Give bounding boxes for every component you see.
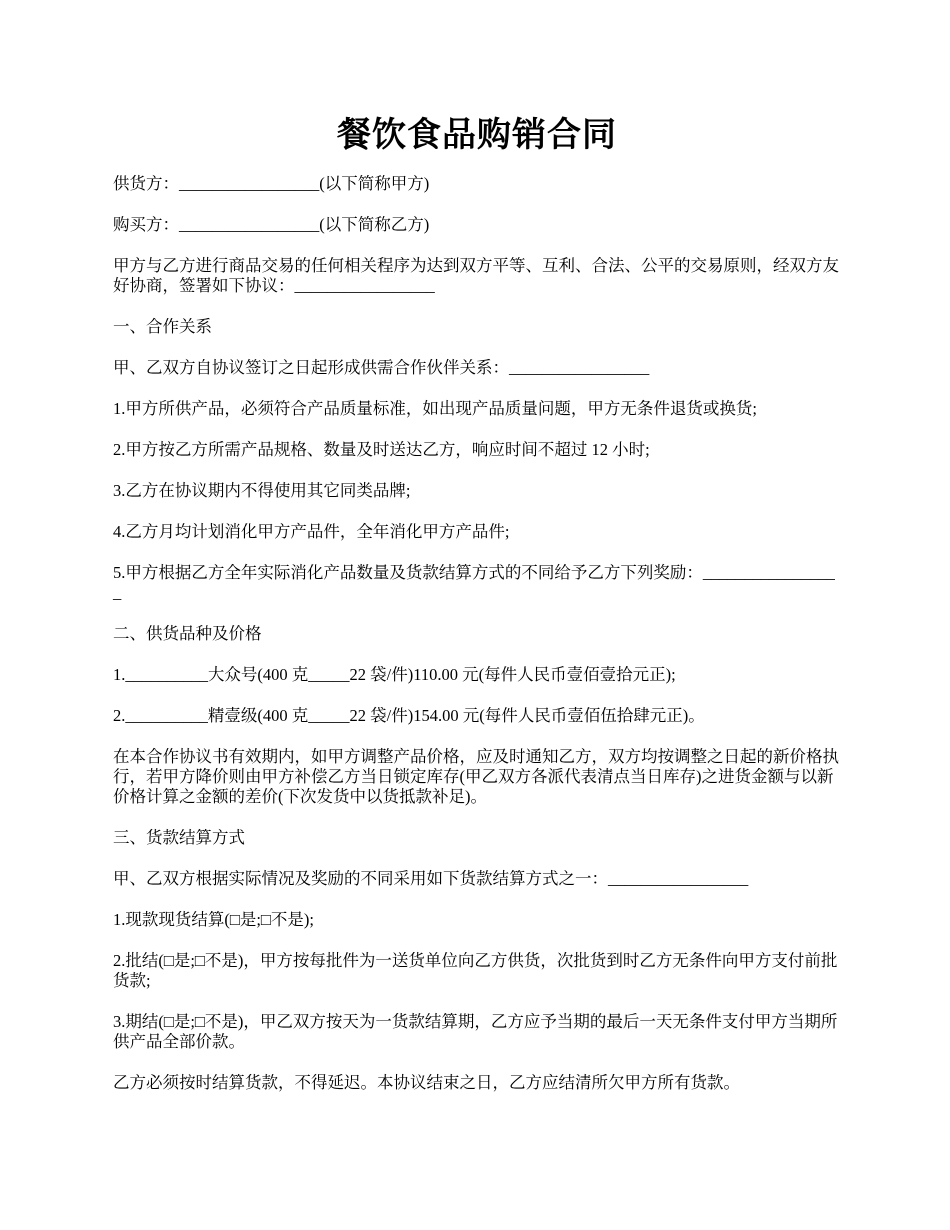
clause-2: 2.甲方按乙方所需产品规格、数量及时送达乙方，响应时间不超过 12 小时;: [113, 440, 650, 459]
cooperation-paragraph: 甲、乙双方自协议签订之日起形成供需合作伙伴关系：_________________: [113, 358, 650, 377]
product-item-1: 1.__________大众号(400 克_____22 袋/件)110.00 元(每件人民币壹佰壹拾元正);: [113, 665, 676, 684]
contract-page: [113, 112, 841, 1114]
payment-closing-paragraph: 乙方必须按时结算货款，不得延迟。本协议结束之日，乙方应结清所欠甲方所有货款。: [113, 1073, 740, 1092]
section-heading-products: 二、供货品种及价格: [113, 624, 262, 643]
buyer-line: 购买方：_________________(以下简称乙方): [113, 215, 430, 234]
payment-option-2: 2.批结(□是;□不是)，甲方按每批件为一送货单位向乙方供货，次批货到时乙方无条件向甲方支付前批货款;: [113, 951, 838, 990]
section-heading-cooperation: 一、合作关系: [113, 317, 212, 336]
payment-option-3: 3.期结(□是;□不是)，甲乙双方按天为一货款结算期，乙方应予当期的最后一天无条件支付甲方当期所供产品全部价款。: [113, 1012, 838, 1051]
price-adjustment-paragraph: 在本合作协议书有效期内，如甲方调整产品价格，应及时通知乙方，双方均按调整之日起的新价格执行，若甲方降价则由甲方补偿乙方当日锁定库存(甲乙双方各派代表清点当日库存)之进货金额与以新价格计算之金额的差价(下次发货中以货抵款补足)。: [113, 747, 839, 806]
payment-option-1: 1.现款现货结算(□是;□不是);: [113, 910, 314, 929]
intro-paragraph: 甲方与乙方进行商品交易的任何相关程序为达到双方平等、互利、合法、公平的交易原则，经双方友好协商，签署如下协议：_________________: [113, 256, 839, 295]
clause-3: 3.乙方在协议期内不得使用其它同类品牌;: [113, 481, 411, 500]
document-title: 餐饮食品购销合同: [337, 117, 617, 154]
payment-intro-paragraph: 甲、乙双方根据实际情况及奖励的不同采用如下货款结算方式之一：_________________: [113, 869, 749, 888]
clause-5: 5.甲方根据乙方全年实际消化产品数量及货款结算方式的不同给予乙方下列奖励：_________________: [113, 563, 835, 602]
section-heading-payment: 三、货款结算方式: [113, 828, 245, 847]
clause-1: 1.甲方所供产品，必须符合产品质量标准，如出现产品质量问题，甲方无条件退货或换货;: [113, 399, 757, 418]
supplier-line: 供货方：_________________(以下简称甲方): [113, 174, 430, 193]
clause-4: 4.乙方月均计划消化甲方产品件，全年消化甲方产品件;: [113, 522, 510, 541]
product-item-2: 2.__________精壹级(400 克_____22 袋/件)154.00 元(每件人民币壹佰伍拾肆元正)。: [113, 706, 705, 725]
